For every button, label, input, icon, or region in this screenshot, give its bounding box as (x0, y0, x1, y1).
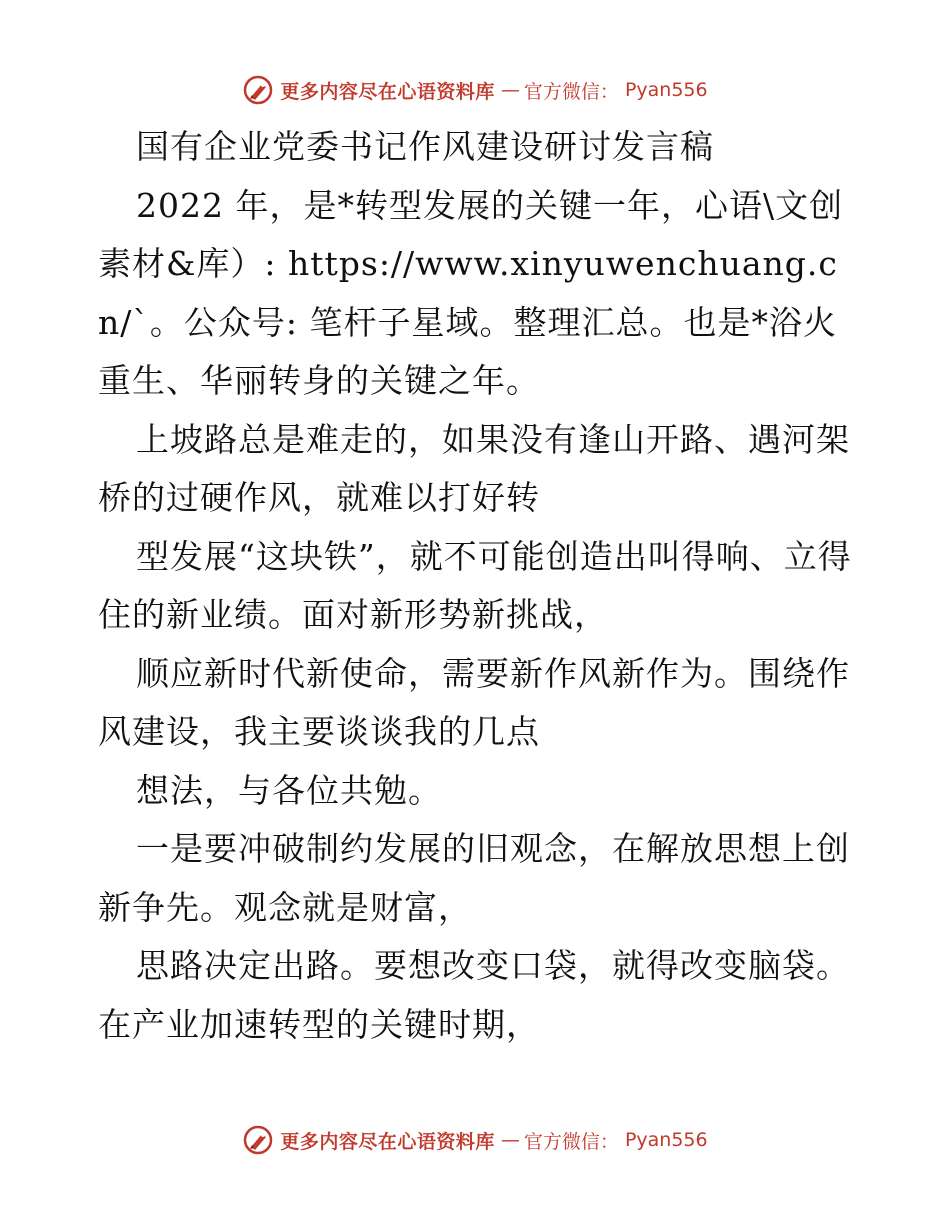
document-title: 国有企业党委书记作风建设研讨发言稿 (136, 127, 714, 166)
document-body (98, 118, 858, 1054)
banner-text: 更多内容尽在心语资料库 (280, 1130, 495, 1153)
pen-nib-circle-logo-icon (242, 74, 274, 106)
banner-separator: — (500, 1129, 518, 1151)
banner-wechat-label: 官方微信： (523, 1130, 619, 1153)
banner-text: 更多内容尽在心语资料库 (280, 80, 495, 103)
header-banner (0, 73, 950, 107)
paragraph-1: 2022 年，是*转型发展的关键一年，心语\文创素材&库）: https://www.xinyuwenchuang.cn/`。公众号: 笔杆子星域。整理汇总。也是*浴火重生、华丽转身的关键之年。 (98, 185, 844, 400)
paragraph-7: 思路决定出路。要想改变口袋，就得改变脑袋。在产业加速转型的关键时期， (98, 946, 850, 1044)
paragraph-6: 一是要冲破制约发展的旧观念，在解放思想上创新争先。观念就是财富， (98, 829, 850, 927)
banner-wechat-id: Pyan556 (624, 1129, 708, 1151)
paragraph-3: 型发展“这块铁”，就不可能创造出叫得响、立得住的新业绩。面对新形势新挑战， (98, 536, 852, 634)
pen-nib-circle-logo-icon (242, 1124, 274, 1156)
banner-wechat-label: 官方微信： (523, 80, 619, 103)
paragraph-4: 顺应新时代新使命，需要新作风新作为。围绕作风建设，我主要谈谈我的几点 (98, 653, 850, 751)
paragraph-5: 想法，与各位共勉。 (136, 770, 442, 810)
banner-separator: — (500, 79, 518, 101)
banner-wechat-id: Pyan556 (624, 79, 708, 101)
paragraph-2: 上坡路总是难走的，如果没有逢山开路、遇河架桥的过硬作风，就难以打好转 (98, 419, 850, 517)
footer-banner (0, 1123, 950, 1157)
